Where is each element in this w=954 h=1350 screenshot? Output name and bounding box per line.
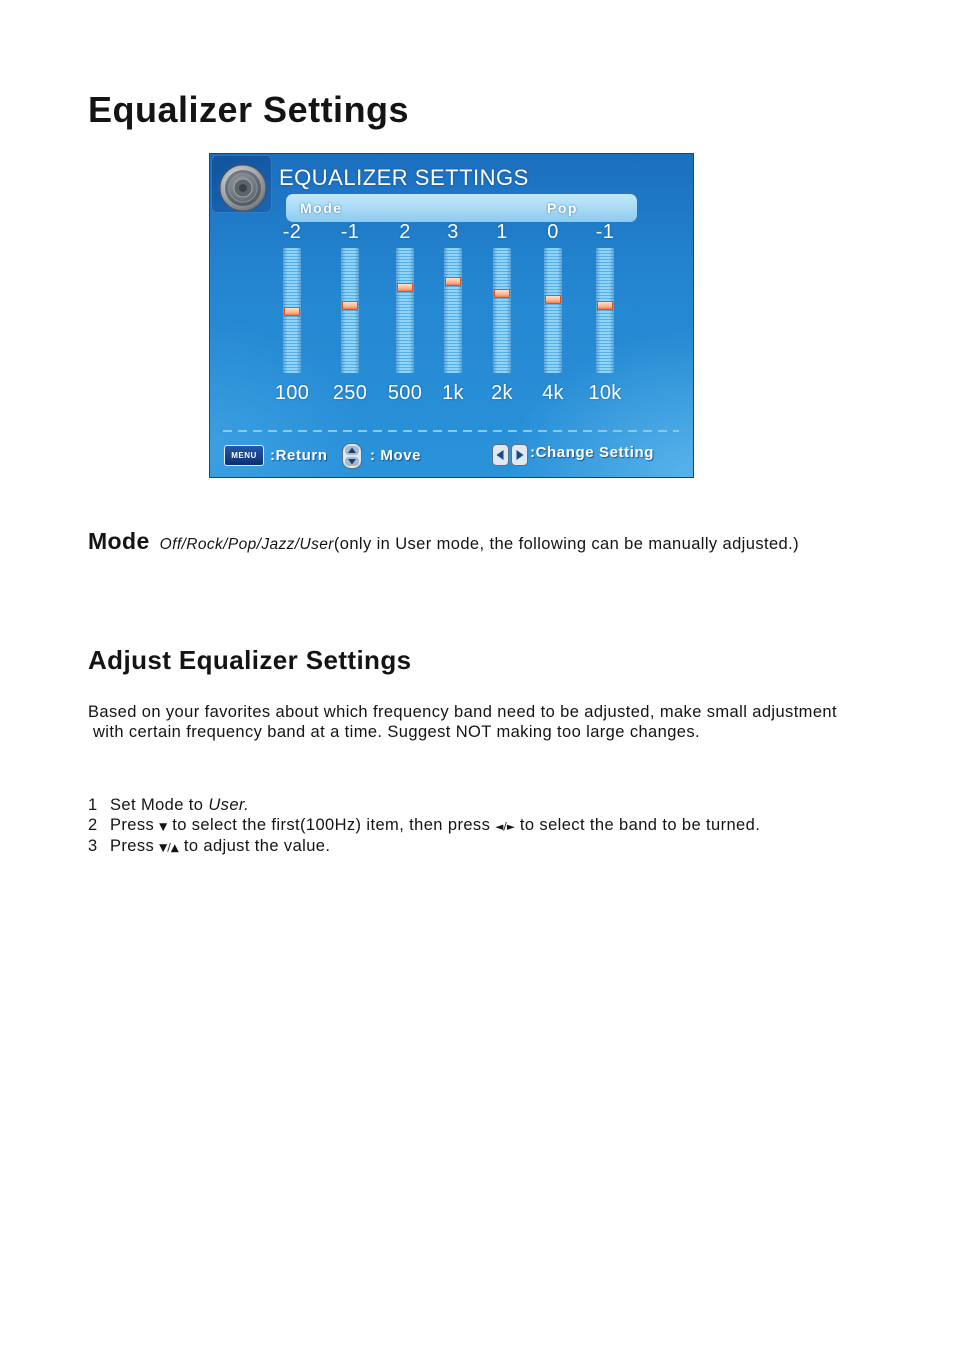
band-slider-track[interactable]	[341, 248, 359, 373]
band-frequency-label: 10k	[588, 382, 622, 404]
band-frequency-label: 100	[274, 382, 310, 404]
band-frequency-label: 250	[332, 382, 368, 404]
left-right-arrow-icon: ◄/►	[495, 820, 515, 833]
mode-row-value: Pop	[547, 200, 578, 216]
eq-band-250[interactable]	[320, 154, 380, 414]
band-value-label: -1	[595, 221, 615, 243]
list-item	[88, 816, 760, 838]
left-right-arrows-icon	[492, 444, 528, 466]
dashed-divider	[223, 430, 679, 432]
change-setting-hint: :Change Setting	[530, 444, 654, 461]
paragraph-line: with certain frequency band at a time. Suggest NOT making too large changes.	[88, 722, 700, 741]
band-value-label: 3	[447, 221, 459, 243]
return-hint: :Return	[270, 447, 328, 464]
band-slider-knob[interactable]	[397, 283, 413, 292]
speaker-icon	[219, 164, 267, 212]
step-text: to adjust the value.	[178, 837, 331, 855]
band-slider-knob[interactable]	[445, 277, 461, 286]
menu-key-badge	[224, 445, 264, 466]
band-frequency-label: 500	[387, 382, 423, 404]
step-number: 2	[88, 815, 98, 834]
band-frequency-label: 1k	[442, 382, 464, 404]
band-slider-knob[interactable]	[494, 289, 510, 298]
band-slider-knob[interactable]	[284, 307, 300, 316]
intro-paragraph	[88, 703, 837, 742]
step-text: Set Mode to	[110, 796, 209, 814]
mode-heading: Mode	[88, 528, 150, 554]
equalizer-osd-screenshot	[209, 153, 694, 478]
band-slider-track[interactable]	[544, 248, 562, 373]
step-emphasis: User.	[208, 796, 250, 814]
step-number: 1	[88, 796, 98, 814]
band-value-label: 1	[496, 221, 508, 243]
band-value-label: 2	[399, 221, 411, 243]
band-frequency-label: 2k	[491, 382, 513, 404]
mode-row-label: Mode	[300, 200, 343, 216]
section-heading: Adjust Equalizer Settings	[88, 645, 412, 675]
paragraph-line: Based on your favorites about which frequency band need to be adjusted, make small adjustment	[88, 703, 837, 721]
mode-options: Off/Rock/Pop/Jazz/User	[159, 536, 334, 553]
up-down-arrows-icon	[342, 443, 362, 469]
eq-band-100[interactable]	[262, 154, 322, 414]
band-slider-track[interactable]	[493, 248, 511, 373]
band-slider-knob[interactable]	[545, 295, 561, 304]
step-text: to select the band to be turned.	[514, 815, 761, 834]
band-slider-track[interactable]	[396, 248, 414, 373]
list-item	[88, 837, 760, 859]
band-frequency-label: 4k	[542, 382, 564, 404]
band-value-label: 0	[547, 221, 559, 243]
band-value-label: -2	[282, 221, 302, 243]
menu-key-label: MENU	[231, 451, 257, 460]
mode-description	[88, 530, 799, 556]
step-text: Press	[110, 837, 160, 855]
step-number: 3	[88, 837, 98, 855]
band-slider-knob[interactable]	[597, 301, 613, 310]
osd-title: EQUALIZER SETTINGS	[279, 165, 529, 190]
mode-note: (only in User mode, the following can be manually adjusted.)	[333, 535, 799, 553]
band-slider-knob[interactable]	[342, 301, 358, 310]
list-item	[88, 796, 760, 816]
band-slider-track[interactable]	[596, 248, 614, 373]
page-title: Equalizer Settings	[88, 89, 410, 130]
band-slider-track[interactable]	[444, 248, 462, 373]
down-up-arrow-icon: ▼/▲	[159, 842, 179, 854]
move-hint: : Move	[370, 447, 422, 464]
band-value-label: -1	[340, 221, 360, 243]
step-text: to select the first(100Hz) item, then press	[167, 815, 496, 834]
step-text: Press	[110, 815, 160, 834]
eq-band-4k[interactable]	[523, 154, 583, 414]
step-list	[88, 796, 760, 859]
eq-band-10k[interactable]	[575, 154, 635, 414]
down-arrow-icon: ▼	[159, 820, 168, 833]
